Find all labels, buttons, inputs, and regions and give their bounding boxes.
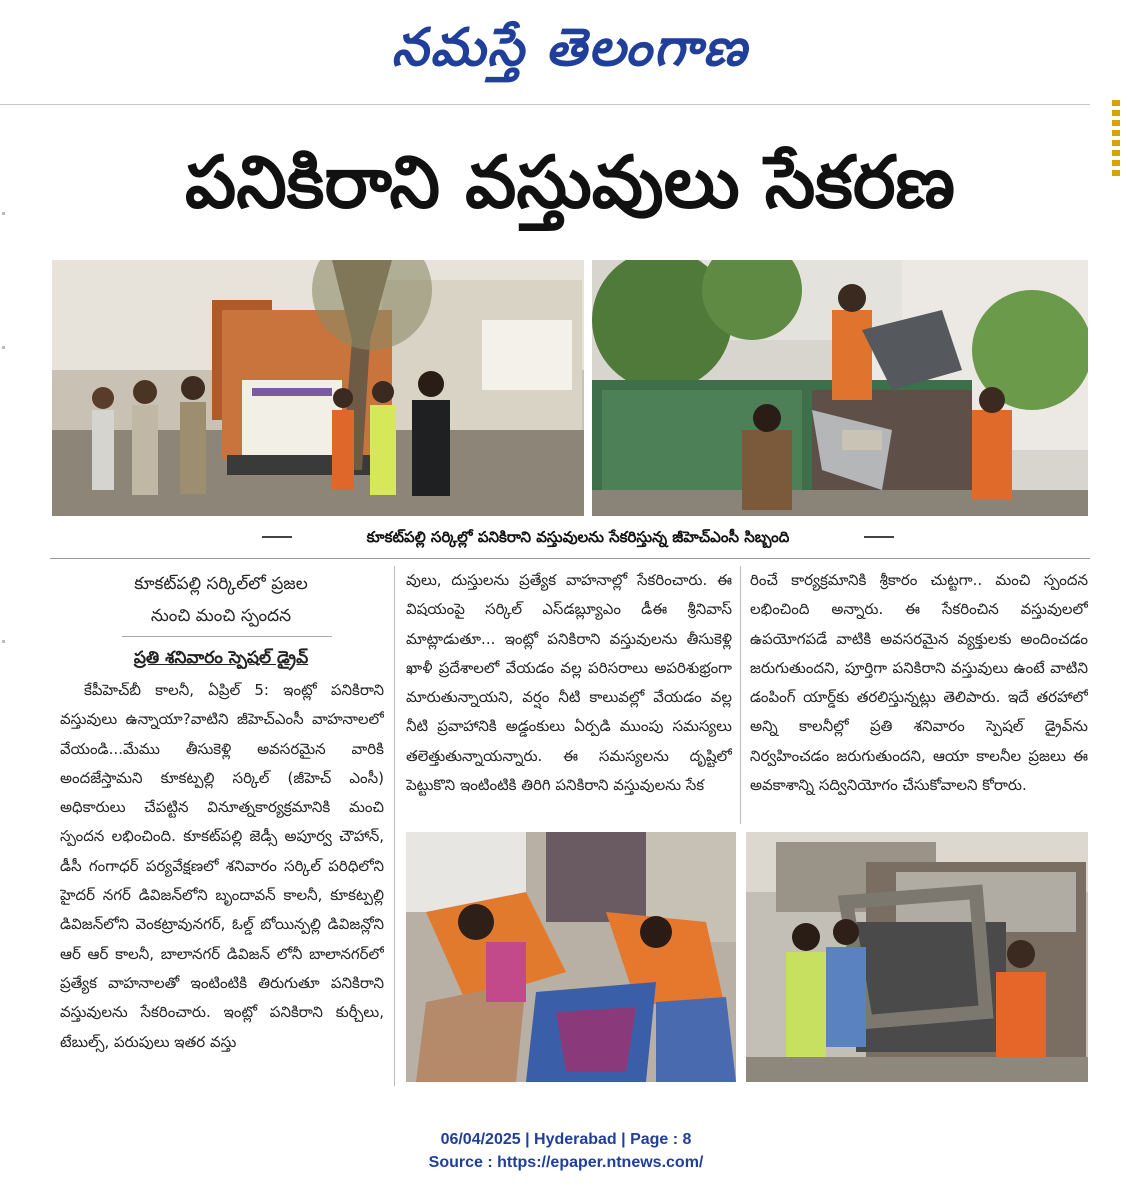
margin-tick (2, 346, 5, 349)
caption-divider (50, 558, 1090, 559)
newspaper-logo: నమస్తే తెలంగాణ (391, 17, 749, 78)
caption-dash-right (864, 536, 894, 538)
column-divider (394, 566, 395, 1086)
photo-moving-frame (746, 832, 1088, 1082)
subhead-special-drive: ప్రతి శనివారం స్పెషల్ డ్రైవ్ (133, 648, 309, 668)
article-headline: పనికిరాని వస్తువులు సేకరణ (185, 140, 955, 224)
photo-caption: కూకట్‌పల్లి సర్కిల్లో పనికిరాని వస్తువులను సేకరిస్తున్న జీహెచ్‌ఎంసీ సిబ్బంది (366, 528, 790, 546)
subhead-line-1: కూకట్‌పల్లి సర్కిల్‌లో ప్రజల (134, 574, 308, 594)
photo-officials-truck (52, 260, 584, 516)
article-column-2: వులు, దుస్తులను ప్రత్యేక వాహనాల్లో సేకరించారు. ఈ విషయంపై సర్కిల్ ఎస్‌డబ్ల్యూఎం డీఈ శ్రీనివాస్ మాట్లాడుతూ... ఇంట్లో పనికిరాని వస్తువులను తీసుకెళ్లి ఖాళీ ప్రదేశాలలో వేయడం వల్ల పరిసరాలు అపరిశుభ్రంగా మారుతున్నాయని, వర్షం నీటి కాలువల్లో వేయడం వల్ల నీటి ప్రవాహానికి అడ్డంకులు ఏర్పడి ముంపు సమస్యలు తలెత్తుతున్నాయన్నారు. ఈ సమస్యలను దృష్టిలో పెట్టుకొని ఇంటింటికి తిరిగి పనికిరాని వస్తువులను సేక (406, 571, 732, 795)
article-column-1: కేపీహెచ్‌బీ కాలనీ, ఏప్రిల్ 5: ఇంట్లో పనికిరాని వస్తువులు ఉన్నాయా?వాటిని జీహెచ్‌ఎంసీ వాహనాలలో వేయండి...మేము తీసుకెళ్లి అవసరమైన వారికి అందజేస్తామని కూకట్పల్లి సర్కిల్ (జీహెచ్ ఎంసీ) అధికారులు చేపట్టిన వినూత్నకార్యక్రమానికి మంచి స్పందన లభించింది. కూకట్‌పల్లి జెడ్సీ అపూర్వ చౌహాన్, డీసీ గంగాధర్ పర్యవేక్షణలో శనివారం సర్కిల్ పరిధిలోని హైదర్ నగర్ డివిజన్‌లోని బృందావన్ కాలనీ, కూకట్పల్లి డివిజన్‌లోని వెంకట్రావునగర్, ఓల్డ్ బోయిన్పల్లి డివిజన్లోని ఆర్ ఆర్ కాలనీ, బాలానగర్ డివిజన్ లోనీ బాలానగర్‌లో ప్రత్యేక వాహనాలతో ఇంటింటికి తిరుగుతూ పనికిరాని వస్తువులను సేకరించారు. ఇంట్లో పనికిరాని కుర్చీలు, టేబుల్స్, పరుపులు ఇతర వస్తు (60, 681, 384, 1051)
subhead-line-2: నుంచి మంచి స్పందన (150, 606, 292, 626)
photo-sorting-clothes (406, 832, 736, 1082)
column-divider (740, 566, 741, 824)
side-marker-strip (1112, 100, 1120, 180)
subhead-divider (122, 636, 332, 637)
caption-dash-left (262, 536, 292, 538)
masthead (0, 0, 1132, 100)
footer-source-url[interactable]: Source : https://epaper.ntnews.com/ (428, 1154, 704, 1171)
article-column-3: రించే కార్యక్రమానికి శ్రీకారం చుట్టగా.. మంచి స్పందన లభించింది అన్నారు. ఈ సేకరించిన వస్తువులలో ఉపయోగపడే వాటికి అవసరమైన వ్యక్తులకు అందించడం జరుగుతుందని, పూర్తిగా పనికిరాని వస్తువులు ఉంటే వాటిని డంపింగ్ యార్డ్‌కు తరలిస్తున్నట్లు తెలిపారు. ఇదే తరహాలో అన్ని కాలనీల్లో ప్రతి శనివారం స్పెషల్ డ్రైవ్‌ను నిర్వహించడం జరుగుతుందని, ఆయా కాలనీల ప్రజలు ఈ అవకాశాన్ని సద్వినియోగం చేసుకోవాలని కోరారు. (750, 571, 1088, 795)
photo-loading-chair (592, 260, 1088, 516)
footer-date-city-page: 06/04/2025 | Hyderabad | Page : 8 (440, 1131, 692, 1148)
masthead-divider (0, 104, 1090, 105)
margin-tick (2, 640, 5, 643)
margin-tick (2, 212, 5, 215)
